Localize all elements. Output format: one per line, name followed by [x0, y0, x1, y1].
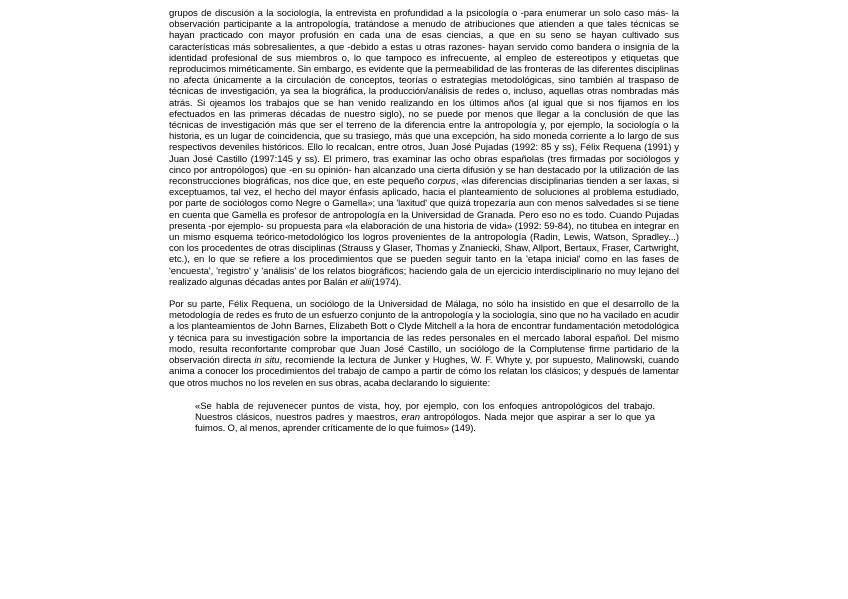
italic-corpus: corpus — [427, 176, 456, 188]
paragraph-2-text-b: , recomiende la lectura de Junker y Hughes, W. F. Whyte y, por supuesto, Malinowski, cuando anima a conocer los procedimientos del trabajo de campo a partir de cómo los relatan los clásicos; y después de lamentar que otros muchos no los revelen en sus obras, acaba declarando lo siguiente: — [169, 355, 679, 389]
paragraph-1-text-a: grupos de discusión a la sociología, la entrevista en profundidad a la psicología o -para enumerar un solo caso más- la observación participante a la antropología, tratándose a menudo de atribuciones que atienden a que tales técnicas se hayan practicado con mayor profusión en cada una de esas ciencias, a que en su seno se hayan cultivado sus características más sobresalientes, a que -debido a estas u otras razones- hayan servido como bandera o insignia de la identidad profesional de sus miembros o, lo que tampoco es infrecuente, al empleo de estereotipos y etiquetas que reproducimos miméticamente. Sin embargo, es evidente que la permeabilidad de las fronteras de las diferentes disciplinas no afecta únicamente a la circulación de conceptos, teorías o estrategias metodológicas, sino también al traspaso de técnicas de investigación, ya sea la biográfica, la producción/análisis de redes o, incluso, aquellas otras nombradas más atrás. Si ojeamos los trabajos que se han venido realizando en los últimos años (al igual que si nos fijamos en los efectuados en las primeras décadas de nuestro siglo), no se puede por menos que llegar a la conclusión de que las técnicas de investigación más que ser el terreno de la diferencia entre la antropología y, por ejemplo, la sociología o la historia, es un lugar de coincidencia, que su trasiego, más que una excepción, ha sido moneda corriente a lo largo de sus respectivos deveniles históricos. Ello lo recalcan, entre otros, Juan José Pujadas (1992: 85 y ss), Félix Requena (1991) y Juan José Castillo (1997:145 y ss). El primero, tras examinar las ocho obras españolas (tres firmadas por sociólogos y cinco por antropólogos) que -en su opinión- han alcanzado una cierta difusión y se han destacado por la utilización de las reconstrucciones biográficas, nos dice que, en este pequeño — [169, 8, 679, 188]
paragraph-1 — [169, 8, 679, 288]
paragraph-1-text-b: , «las diferencias disciplinarias tienden a ser laxas, si exceptuamos, tal vez, el hecho del mayor énfasis aplicado, hacia el planteamiento de soluciones al problema estudiado, por parte de sociólogos como Negre o Gamella»; una 'laxitud' que quizá tropezaría aun con menos salvedades si se tiene en cuenta que Gamella es profesor de antropología en la Universidad de Granada. Pero eso no es todo. Cuando Pujadas presenta -por ejemplo- su propuesta para «la elaboración de una historia de vida» (1992: 59-84), no titubea en integrar en un mismo esquema teórico-metodológico los logros provenientes de la antropología (Radin, Lewis, Watson, Spradley...) con los procedentes de otras disciplinas (Strauss y Glaser, Thomas y Znaniecki, Shaw, Allport, Bertaux, Fraser, Cartwright, etc.), en lo que se refiere a los procedimientos que se pueden seguir tanto en la 'etapa inicial' como en las fases de 'encuesta', 'registro' y 'análisis' de los relatos biográficos; haciendo gala de un ejercicio interdisciplinario no muy lejano del realizado algunas décadas antes por Balán — [169, 176, 679, 288]
italic-in-situ: in situ — [254, 355, 280, 367]
paragraph-2 — [169, 299, 679, 389]
block-quote — [195, 401, 655, 435]
quote-text-a: «Se habla de rejuvenecer puntos de vista, hoy, por ejemplo, con los enfoques antropológicos del trabajo. Nuestros clásicos, nuestros padres y maestros, — [195, 400, 655, 423]
paragraph-2-text-a: Por su parte, Félix Requena, un sociólogo de la Universidad de Málaga, no sólo ha insistido en que el desarrollo de la metodología de redes es fruto de un esfuerzo conjunto de la antropología y la sociología, sino que no ha vacilado en acudir a los planteamientos de John Barnes, Elizabeth Bott o Clyde Mitchell a la hora de encontrar fundamentación metodológica y técnica para su investigación sobre la importancia de las redes personales en el mercado laboral español. Del mismo modo, resulta reconfortante comprobar que Juan José Castillo, un sociólogo de la Complutense firme partidario de la observación directa — [169, 299, 679, 367]
paragraph-1-text-c: (1974). — [371, 276, 402, 288]
quote-text-b: antropólogos. Nada mejor que aspirar a ser lo que ya fuimos. O, al menos, aprender críticamente de lo que fuimos» (149). — [195, 411, 655, 435]
italic-eran: eran — [401, 411, 421, 423]
italic-et-alii: et alii — [349, 276, 372, 288]
text-column — [169, 8, 679, 434]
